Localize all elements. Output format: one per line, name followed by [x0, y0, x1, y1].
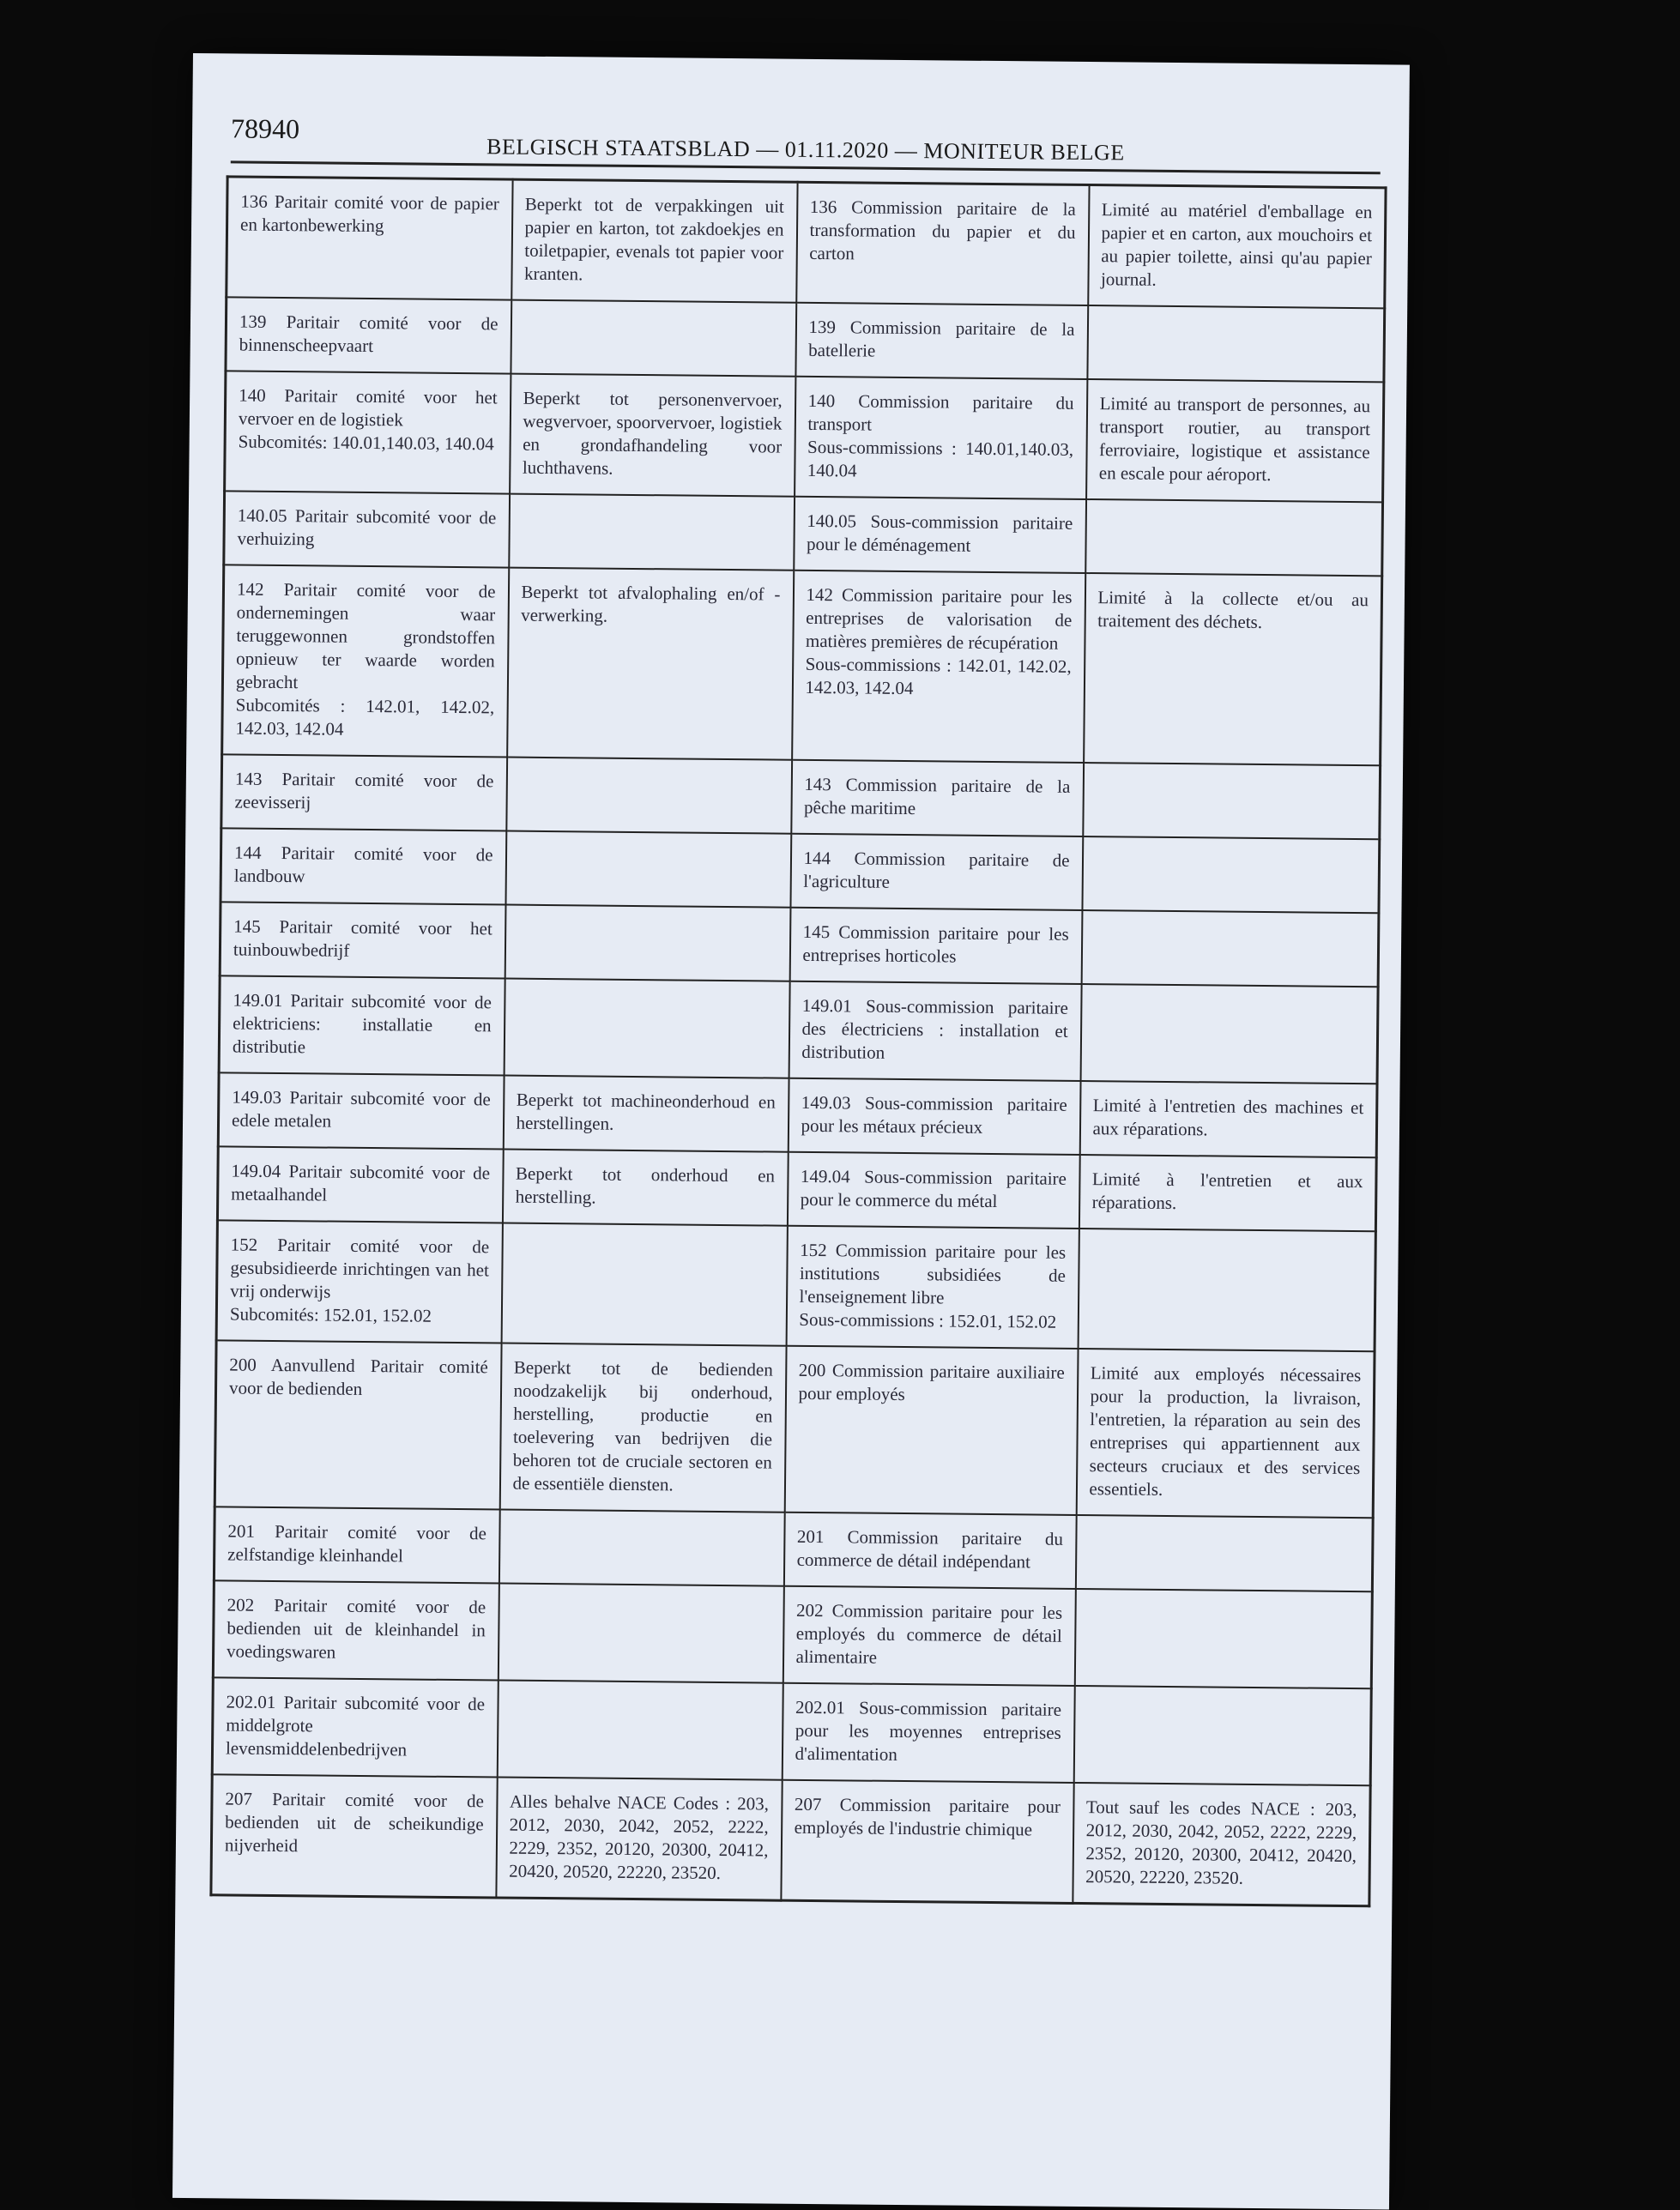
- table-row: [220, 902, 1379, 987]
- fr-committee-cell-text: 136 Commission paritaire de la transformation du papier et du carton: [809, 196, 1076, 264]
- nl-committee-cell: [226, 297, 511, 373]
- fr-committee-cell: [787, 1152, 1079, 1229]
- nl-limit-cell: [501, 1223, 787, 1346]
- nl-committee-cell-text: 143 Paritair comité voor de zeevisserij: [234, 768, 494, 813]
- nl-committee-cell: [221, 754, 507, 830]
- nl-limit-cell: [502, 1150, 788, 1226]
- fr-committee-cell: [790, 834, 1083, 910]
- fr-committee-cell: [789, 981, 1081, 1081]
- nl-committee-cell: [224, 491, 510, 567]
- fr-limit-cell: [1083, 763, 1381, 839]
- nl-limit-cell-text: [517, 992, 777, 994]
- fr-committee-cell: [795, 303, 1088, 379]
- fr-limit-cell-text: [1098, 512, 1369, 515]
- fr-limit-cell: [1079, 1155, 1376, 1231]
- nl-limit-cell: [509, 494, 795, 571]
- fr-limit-cell-text: [1095, 923, 1365, 926]
- fr-limit-cell-text: [1101, 318, 1371, 321]
- nl-limit-cell-text: [512, 1523, 771, 1525]
- fr-committee-cell-text: 201 Commission paritaire du commerce de détail indépendant: [796, 1525, 1064, 1573]
- committee-table: [209, 175, 1387, 1907]
- nl-committee-cell: [227, 177, 512, 300]
- fr-committee-cell: [792, 571, 1085, 763]
- fr-limit-cell: [1082, 836, 1380, 913]
- nl-committee-cell-text: 207 Paritair comité voor de bedienden uit de scheikundige nijverheid: [224, 1788, 485, 1857]
- nl-committee-cell: [222, 565, 509, 757]
- fr-committee-cell-text: 202.01 Sous-commission paritaire pour les moyennes entreprises d'alimentation: [795, 1696, 1062, 1765]
- fr-limit-cell-text: [1088, 1602, 1358, 1604]
- table-row: [211, 1774, 1370, 1905]
- nl-limit-cell: [510, 374, 795, 497]
- fr-committee-cell-text: 139 Commission paritaire de la batellerie: [808, 316, 1075, 361]
- fr-limit-cell: [1078, 1229, 1375, 1351]
- fr-committee-cell-text: 152 Commission paritaire pour les institutions subsidiées de l'enseignement libre Sous-commissions : 152.01, 152.02: [799, 1239, 1067, 1332]
- nl-limit-cell-text: Beperkt tot onderhoud en herstelling.: [515, 1162, 776, 1208]
- fr-limit-cell-text: Tout sauf les codes NACE : 203, 2012, 2030, 2042, 2052, 2222, 2229, 2352, 20120, 20300, 20412, 20420, 20520, 22220, 23520.: [1085, 1796, 1357, 1888]
- nl-committee-cell-text: 152 Paritair comité voor de gesubsidieerde inrichtingen van het vrij onderwijs Subcomités: 152.01, 152.02: [229, 1234, 490, 1326]
- nl-limit-cell: [498, 1584, 783, 1683]
- nl-committee-cell: [216, 1220, 502, 1343]
- fr-committee-cell: [783, 1513, 1076, 1589]
- fr-committee-cell: [781, 1780, 1073, 1904]
- table-row: [212, 1677, 1371, 1785]
- nl-committee-cell: [215, 1340, 501, 1509]
- nl-committee-cell-text: 201 Paritair comité voor de zelfstandige kleinhandel: [227, 1520, 487, 1567]
- nl-limit-cell-text: [519, 844, 778, 847]
- nl-limit-cell: [506, 758, 792, 834]
- nl-committee-cell-text: 140 Paritair comité voor het vervoer en de logistiek Subcomités: 140.01,140.03, 140.04: [238, 384, 498, 455]
- nl-committee-cell-text: 140.05 Paritair subcomité voor de verhuizing: [237, 504, 497, 550]
- nl-limit-cell: [499, 1510, 784, 1586]
- nl-committee-cell: [220, 902, 505, 978]
- fr-committee-cell: [782, 1683, 1074, 1783]
- nl-committee-cell: [217, 1146, 503, 1223]
- nl-limit-cell: [507, 568, 794, 760]
- table-row: [225, 371, 1384, 502]
- fr-committee-cell-text: 143 Commission paritaire de la pêche maritime: [803, 773, 1071, 819]
- fr-committee-cell: [783, 1586, 1075, 1686]
- nl-limit-cell-text: Alles behalve NACE Codes : 203, 2012, 2030, 2042, 2052, 2222, 2229, 2352, 20120, 20300, 20412, 20420, 20520, 22220, 23520.: [509, 1790, 770, 1883]
- nl-committee-cell: [218, 1072, 504, 1149]
- nl-limit-cell: [503, 1076, 789, 1152]
- fr-limit-cell: [1084, 573, 1382, 765]
- fr-limit-cell-text: [1091, 1241, 1362, 1244]
- fr-committee-cell-text: 140 Commission paritaire du transport Sous-commissions : 140.01,140.03, 140.04: [807, 389, 1074, 481]
- table-row: [221, 754, 1381, 839]
- fr-committee-cell-text: 142 Commission paritaire pour les entreprises de valorisation de matières premières de récupération Sous-commissions : 142.01, 142.02, 142.03, 142.04: [805, 583, 1073, 699]
- nl-limit-cell: [504, 979, 789, 1078]
- table-row: [219, 975, 1378, 1084]
- nl-limit-cell: [505, 831, 791, 908]
- fr-committee-cell-text: 149.01 Sous-commission paritaire des électriciens : installation et distribution: [801, 994, 1068, 1063]
- nl-limit-cell-text: Beperkt tot personenvervoer, wegvervoer, spoorvervoer, logistiek en grondafhandeling voor luchthavens.: [522, 387, 783, 479]
- fr-limit-cell-text: Limité à l'entretien et aux réparations.: [1091, 1168, 1363, 1214]
- nl-limit-cell: [511, 300, 796, 377]
- table-row: [215, 1340, 1375, 1518]
- fr-limit-cell-text: Limité au matériel d'emballage en papier et en carton, aux mouchoirs et au papier toilette, ainsi qu'au papier journal.: [1100, 199, 1373, 290]
- nl-limit-cell-text: [511, 1597, 771, 1599]
- nl-committee-cell-text: 145 Paritair comité voor het tuinbouwbedrijf: [233, 915, 493, 961]
- fr-committee-cell: [796, 182, 1089, 305]
- table-row: [213, 1580, 1372, 1688]
- table-row: [218, 1072, 1377, 1157]
- fr-limit-cell: [1076, 1349, 1375, 1518]
- journal-title: BELGISCH STAATSBLAD — 01.11.2020 — MONITEUR BELGE: [486, 134, 1125, 166]
- fr-limit-cell-text: Limité au transport de personnes, au transport routier, au transport ferroviaire, logistique et assistance en escale pour aéroport.: [1098, 393, 1371, 486]
- fr-limit-cell: [1074, 1589, 1372, 1688]
- fr-committee-cell: [788, 1078, 1080, 1155]
- nl-committee-cell-text: 136 Paritair comité voor de papier en kartonbewerking: [239, 190, 499, 237]
- nl-limit-cell-text: Beperkt tot machineonderhoud en herstellingen.: [516, 1089, 776, 1134]
- fr-limit-cell-text: Limité aux employés nécessaires pour la production, la livraison, l'entretien, la réparation au sein des entreprises qui appartiennent aux secteurs cruciaux et des services essentiels.: [1089, 1362, 1362, 1500]
- fr-committee-cell-text: 145 Commission paritaire pour les entreprises horticoles: [802, 921, 1069, 967]
- nl-limit-cell-text: Beperkt tot de bedienden noodzakelijk bij onderhoud, herstelling, productie en toelevering van bedrijven die behoren tot de cruciale sectoren en de essentiële diensten.: [512, 1356, 773, 1495]
- fr-limit-cell-text: [1089, 1528, 1359, 1531]
- table-row: [227, 177, 1386, 308]
- nl-limit-cell-text: [519, 770, 778, 773]
- nl-committee-cell-text: 144 Paritair comité voor de landbouw: [233, 842, 493, 887]
- nl-committee-cell-text: 149.01 Paritair subcomité voor de elektriciens: installatie en distributie: [232, 989, 493, 1058]
- table-row: [221, 828, 1380, 913]
- nl-committee-cell-text: 202 Paritair comité voor de bedienden uit de kleinhandel in voedingswaren: [227, 1594, 486, 1663]
- table-row: [217, 1146, 1376, 1231]
- table-row: [222, 565, 1382, 765]
- nl-committee-cell: [214, 1507, 499, 1583]
- fr-committee-cell-text: 149.04 Sous-commission paritaire pour le commerce du métal: [800, 1165, 1067, 1212]
- fr-committee-cell-text: 200 Commission paritaire auxiliaire pour employés: [798, 1359, 1065, 1405]
- nl-committee-cell: [219, 975, 505, 1075]
- table-row: [216, 1220, 1375, 1351]
- nl-limit-cell-text: [511, 1694, 770, 1696]
- nl-limit-cell-text: [522, 507, 781, 510]
- nl-committee-cell: [212, 1677, 498, 1777]
- nl-limit-cell-text: [518, 918, 777, 921]
- nl-limit-cell-text: Beperkt tot afvalophaling en/of -verwerking.: [521, 581, 781, 626]
- fr-committee-cell: [786, 1226, 1079, 1349]
- fr-limit-cell-text: [1096, 776, 1366, 778]
- nl-committee-cell-text: 202.01 Paritair subcomité voor de middelgrote levensmiddelenbedrijven: [225, 1691, 486, 1760]
- nl-limit-cell: [511, 179, 797, 303]
- table-row: [214, 1507, 1373, 1591]
- fr-committee-cell-text: 140.05 Sous-commission paritaire pour le déménagement: [806, 510, 1073, 556]
- nl-committee-cell-text: 149.04 Paritair subcomité voor de metaalhandel: [231, 1160, 491, 1205]
- nl-committee-cell-text: 139 Paritair comité voor de binnenscheepvaart: [239, 311, 499, 357]
- nl-limit-cell: [505, 905, 790, 981]
- fr-limit-cell: [1080, 984, 1378, 1084]
- fr-committee-cell: [789, 908, 1082, 984]
- nl-committee-cell-text: 149.03 Paritair subcomité voor de edele metalen: [231, 1086, 491, 1132]
- fr-committee-cell: [791, 760, 1084, 836]
- nl-limit-cell-text: [524, 313, 783, 316]
- fr-committee-cell: [794, 497, 1086, 573]
- fr-limit-cell-text: [1087, 1699, 1357, 1701]
- fr-limit-cell: [1088, 185, 1386, 309]
- fr-limit-cell: [1085, 499, 1383, 576]
- fr-limit-cell: [1081, 910, 1379, 987]
- nl-committee-cell: [211, 1774, 497, 1898]
- committee-table-body: [211, 177, 1386, 1906]
- fr-limit-cell: [1073, 1783, 1370, 1906]
- fr-limit-cell: [1087, 305, 1385, 382]
- fr-limit-cell-text: Limité à la collecte et/ou au traitement des déchets.: [1097, 587, 1369, 632]
- fr-limit-cell-text: Limité à l'entretien des machines et aux réparations.: [1092, 1095, 1364, 1140]
- fr-limit-cell: [1086, 379, 1384, 502]
- fr-limit-cell: [1079, 1081, 1377, 1157]
- gazette-page: [172, 53, 1410, 2209]
- page-header: [231, 100, 1381, 174]
- fr-limit-cell-text: [1094, 997, 1364, 999]
- nl-limit-cell: [497, 1680, 783, 1779]
- page-number: 78940: [230, 112, 300, 145]
- fr-committee-cell-text: 149.03 Sous-commission paritaire pour les métaux précieux: [801, 1091, 1067, 1138]
- nl-committee-cell: [221, 828, 506, 904]
- fr-committee-cell-text: 202 Commission paritaire pour les employés du commerce de détail alimentaire: [795, 1599, 1063, 1668]
- nl-committee-cell-text: 200 Aanvullend Paritair comité voor de bedienden: [228, 1354, 488, 1399]
- nl-committee-cell-text: 142 Paritair comité voor de ondernemingen waar teruggewonnen grondstoffen opnieuw ter waarde worden gebracht Subcomités : 142.01, 142.02, 142.03, 142.04: [235, 578, 496, 740]
- nl-limit-cell: [496, 1777, 782, 1900]
- fr-committee-cell: [795, 377, 1087, 499]
- nl-limit-cell: [499, 1344, 786, 1513]
- fr-limit-cell: [1073, 1686, 1371, 1785]
- table-row: [224, 491, 1383, 576]
- fr-limit-cell: [1075, 1515, 1373, 1591]
- nl-limit-cell-text: [515, 1236, 774, 1239]
- nl-committee-cell: [225, 371, 511, 493]
- fr-committee-cell: [784, 1346, 1078, 1515]
- nl-limit-cell-text: Beperkt tot de verpakkingen uit papier en karton, tot zakdoekjes en toiletpapier, evenals tot papier voor kranten.: [523, 193, 784, 285]
- table-row: [226, 297, 1385, 382]
- fr-limit-cell-text: [1096, 849, 1366, 852]
- nl-committee-cell: [213, 1580, 499, 1680]
- fr-committee-cell-text: 144 Commission paritaire de l'agriculture: [803, 847, 1070, 892]
- fr-committee-cell-text: 207 Commission paritaire pour employés de l'industrie chimique: [794, 1793, 1061, 1840]
